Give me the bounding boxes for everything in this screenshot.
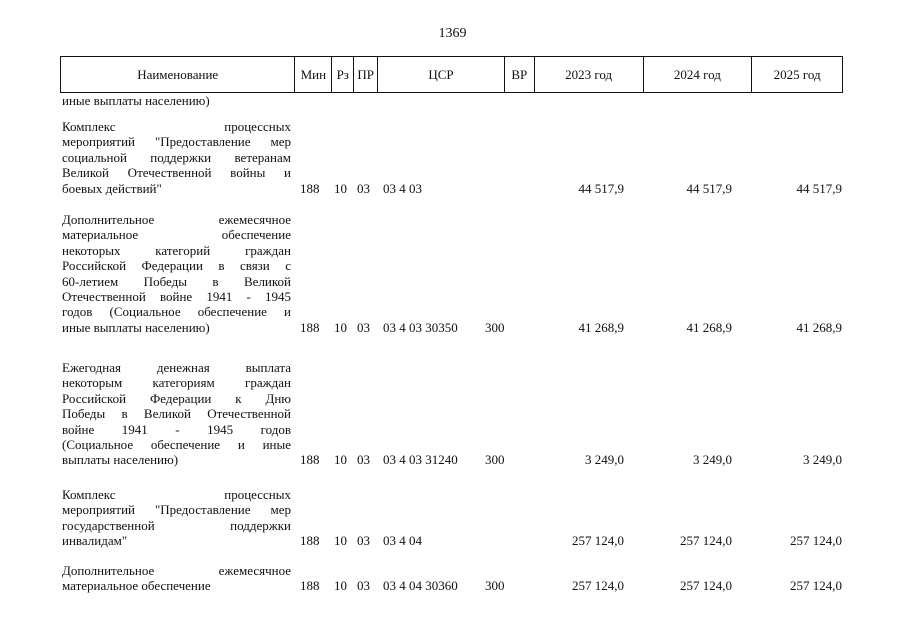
row-name-line: боевых действий" (62, 180, 162, 196)
row-name-line: Российской Федерации к Дню (62, 390, 291, 406)
row-name-line: годов (Социальное обеспечение и (62, 304, 291, 320)
header-vr: ВР (505, 57, 535, 92)
row-name-line: инвалидам" (62, 533, 128, 549)
cell-vr: 300 (485, 452, 505, 468)
row-name-line: мероприятий "Предоставление мер (62, 134, 291, 150)
cell-rz: 10 (334, 578, 347, 594)
row-name-line: выплаты населению) (62, 452, 179, 468)
cell-csr: 03 4 03 31240 (383, 452, 458, 468)
cell-2023: 41 268,9 (578, 319, 624, 335)
cell-pr: 03 (357, 319, 370, 335)
cell-csr: 03 4 03 (383, 180, 422, 196)
cell-min: 188 (300, 452, 320, 468)
row-name-line: Дополнительное ежемесячное (62, 212, 291, 227)
row-name (62, 563, 291, 594)
row-name (62, 487, 291, 549)
row-name-line: Российской Федерации в связи с (62, 258, 291, 274)
continued-text: иные выплаты населению) (62, 93, 210, 108)
header-name: Наименование (61, 57, 295, 92)
row-name-line: некоторым категориям граждан (62, 375, 291, 391)
header-rz: Рз (332, 57, 354, 92)
row-name-line: государственной поддержки (62, 517, 291, 533)
row-name-line: Великой Отечественной войны и (62, 165, 291, 181)
cell-pr: 03 (357, 533, 370, 549)
cell-csr: 03 4 04 (383, 533, 422, 549)
cell-2025: 3 249,0 (803, 452, 842, 468)
cell-min: 188 (300, 180, 320, 196)
cell-2024: 3 249,0 (693, 452, 732, 468)
row-name-line: (Социальное обеспечение и иные (62, 437, 291, 453)
row-name (62, 119, 291, 196)
cell-2023: 3 249,0 (585, 452, 624, 468)
cell-2025: 257 124,0 (790, 578, 842, 594)
cell-pr: 03 (357, 452, 370, 468)
cell-2025: 44 517,9 (796, 180, 842, 196)
row-name-line: Дополнительное ежемесячное (62, 563, 291, 578)
header-2025: 2025 год (773, 66, 821, 82)
header-min: Мин (295, 57, 332, 92)
cell-min: 188 (300, 533, 320, 549)
cell-pr: 03 (357, 180, 370, 196)
row-name-line: Комплекс процессных (62, 119, 291, 134)
cell-2024: 44 517,9 (686, 180, 732, 196)
cell-rz: 10 (334, 319, 347, 335)
header-2023: 2023 год (535, 57, 644, 92)
row-name-line: мероприятий "Предоставление мер (62, 502, 291, 518)
row-name-line: некоторых категорий граждан (62, 242, 291, 258)
header-csr: ЦСР (378, 57, 505, 92)
row-name-line: материальное обеспечение (62, 227, 291, 243)
row-name-line: Отечественной войне 1941 - 1945 (62, 289, 291, 305)
cell-2023: 257 124,0 (572, 533, 624, 549)
row-name-line: Победы в Великой Отечественной (62, 406, 291, 422)
cell-2023: 44 517,9 (578, 180, 624, 196)
cell-pr: 03 (357, 578, 370, 594)
cell-2025: 41 268,9 (796, 319, 842, 335)
row-name (62, 212, 291, 335)
row-name-line: Ежегодная денежная выплата (62, 360, 291, 375)
row-name-line: иные выплаты населению) (62, 319, 210, 335)
cell-rz: 10 (334, 180, 347, 196)
cell-csr: 03 4 03 30350 (383, 319, 458, 335)
cell-vr: 300 (485, 578, 505, 594)
row-name-line: социальной поддержки ветеранам (62, 149, 291, 165)
cell-2024: 257 124,0 (680, 533, 732, 549)
row-name (62, 360, 291, 468)
row-name-line: 60-летием Победы в Великой (62, 273, 291, 289)
row-name-line: материальное обеспечение (62, 578, 211, 594)
cell-rz: 10 (334, 452, 347, 468)
cell-csr: 03 4 04 30360 (383, 578, 458, 594)
cell-2024: 257 124,0 (680, 578, 732, 594)
cell-2024: 41 268,9 (686, 319, 732, 335)
row-name-line: Комплекс процессных (62, 487, 291, 502)
cell-2023: 257 124,0 (572, 578, 624, 594)
page-number: 1369 (438, 26, 467, 41)
header-pr: ПР (354, 57, 378, 92)
cell-min: 188 (300, 319, 320, 335)
row-name-line: войне 1941 - 1945 годов (62, 421, 291, 437)
header-2024: 2024 год (644, 57, 753, 92)
cell-rz: 10 (334, 533, 347, 549)
cell-vr: 300 (485, 319, 505, 335)
cell-min: 188 (300, 578, 320, 594)
cell-2025: 257 124,0 (790, 533, 842, 549)
